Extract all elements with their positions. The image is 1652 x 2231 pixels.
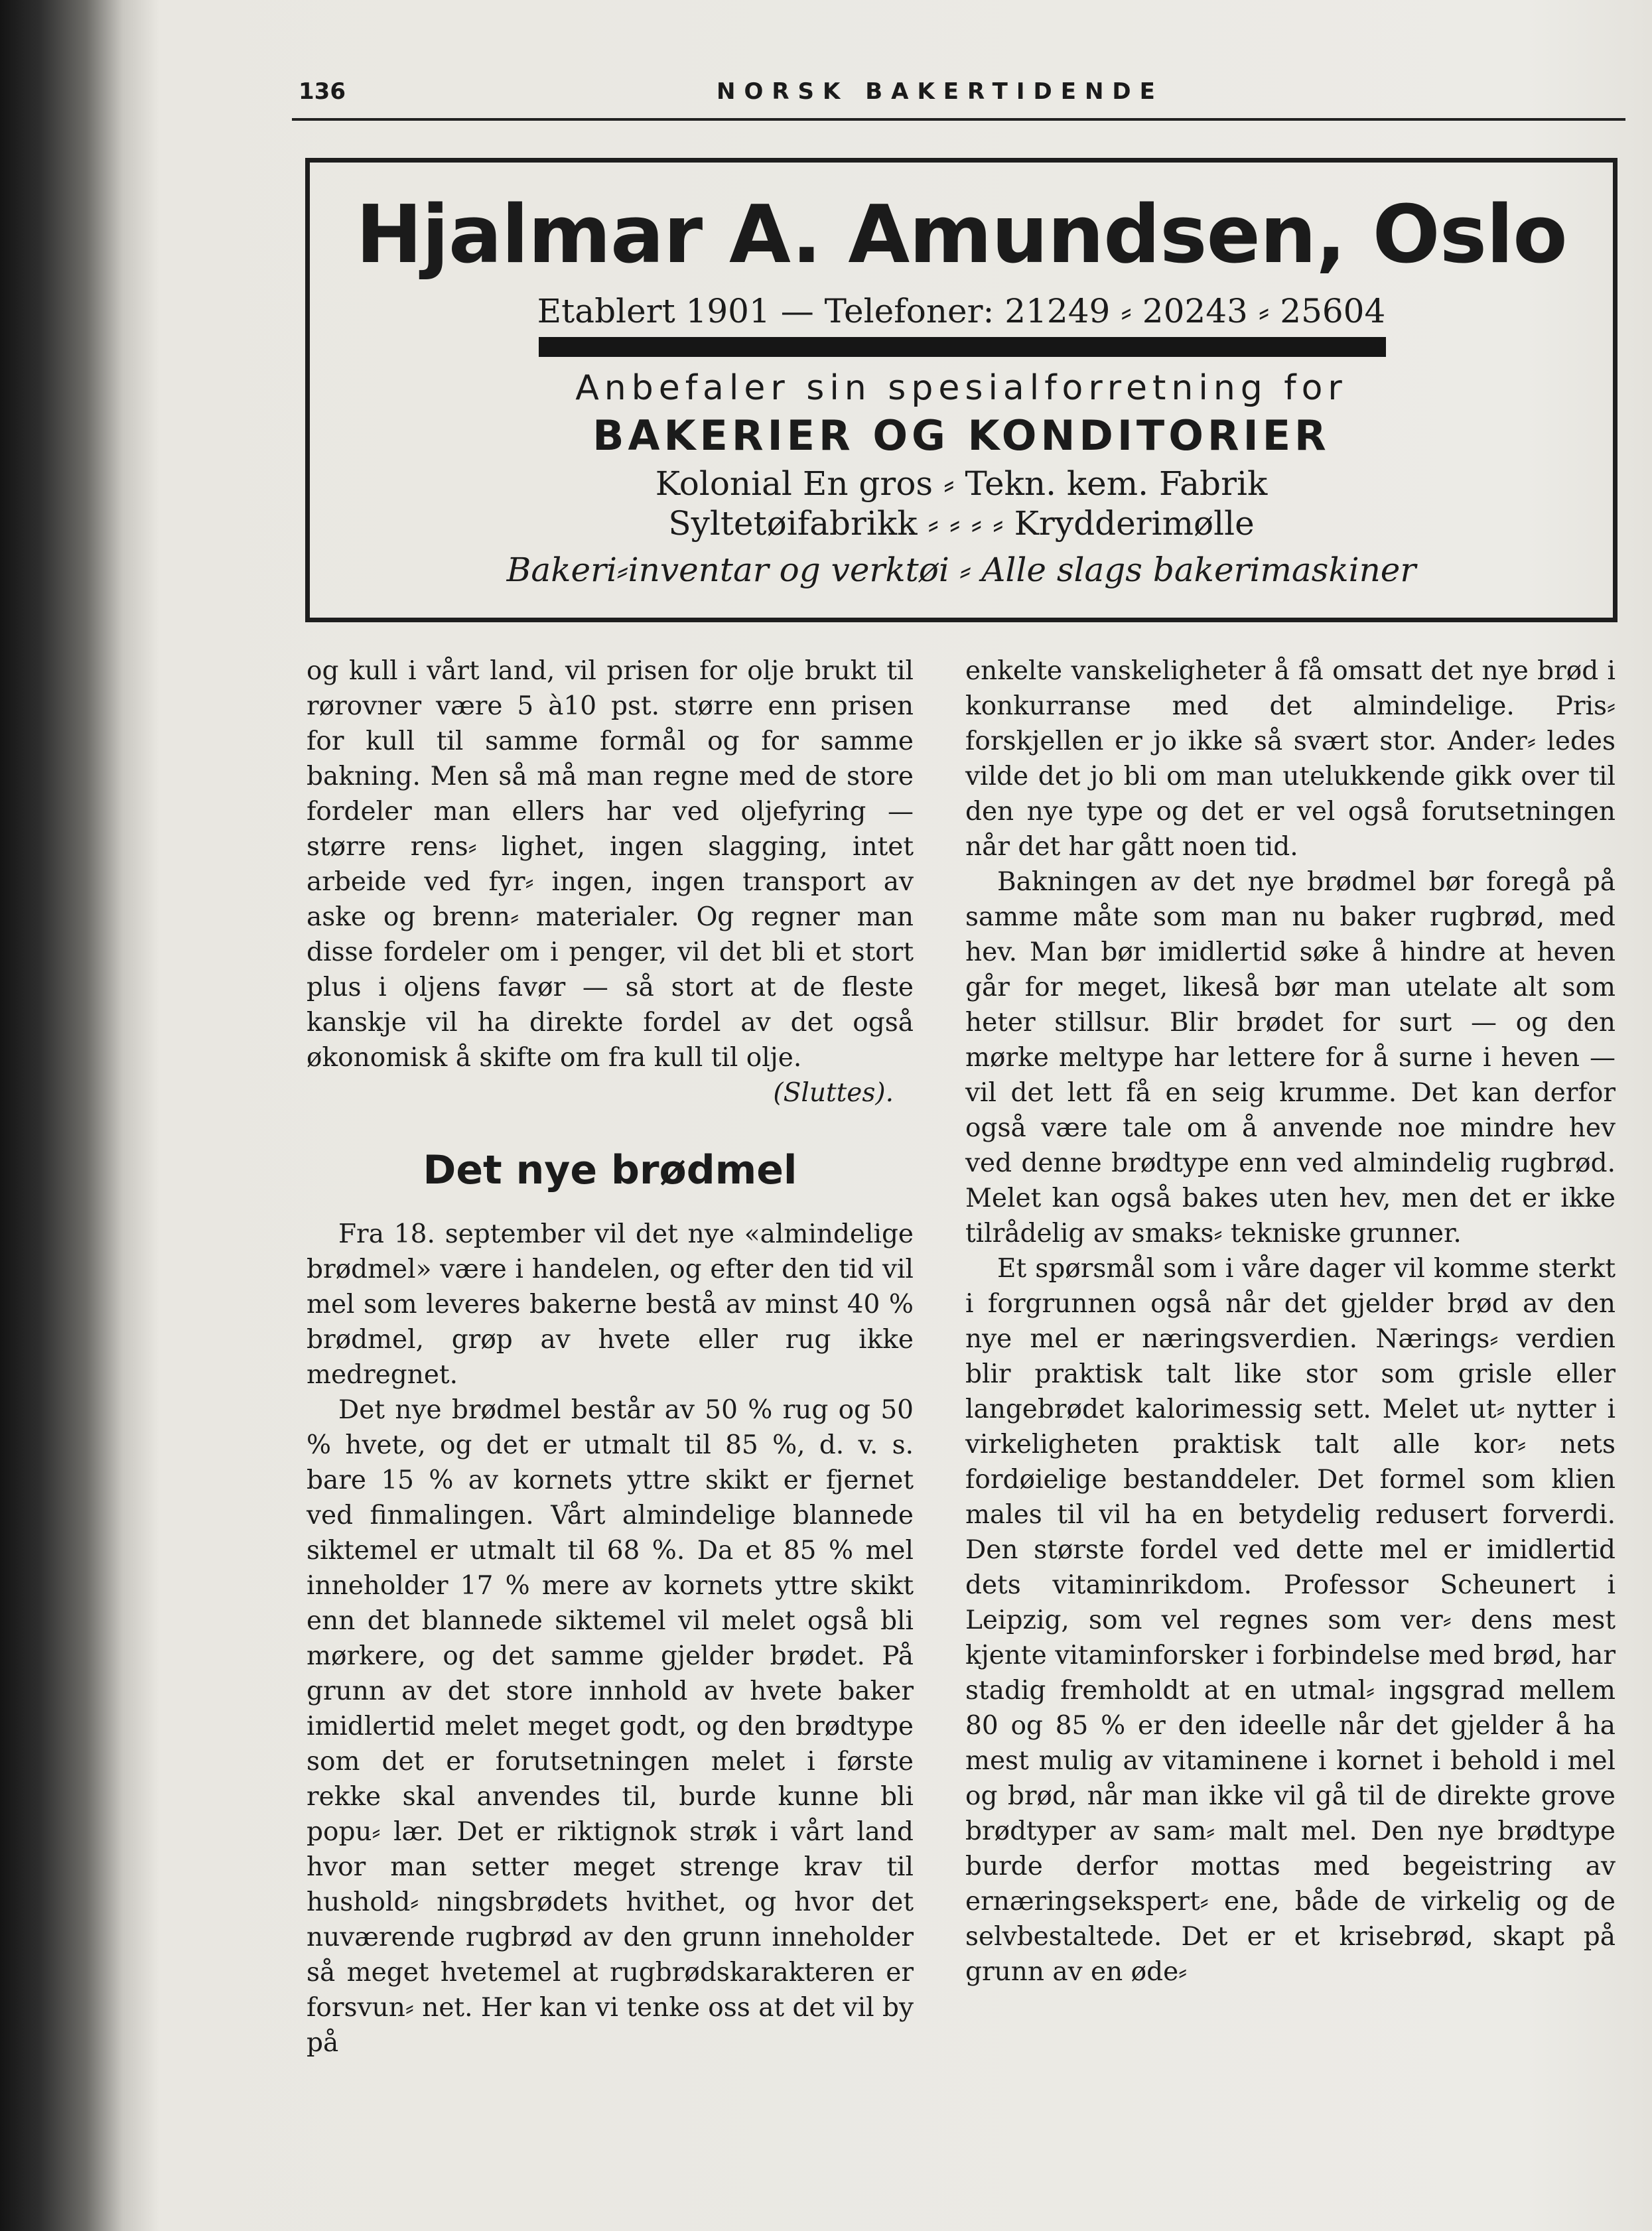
- ad-company-name: Hjalmar A. Amundsen, Oslo: [356, 189, 1567, 281]
- magazine-title: NORSK BAKERTIDENDE: [717, 78, 1164, 105]
- ad-recommends-line: Anbefaler sin spesialforretning for: [575, 368, 1347, 408]
- ad-established-line: Etablert 1901 — Telefoner: 21249 ⸗ 20243 ⸗ 25604: [537, 292, 1386, 330]
- article-heading: Det nye brødmel: [423, 1147, 797, 1193]
- article-paragraph: Det nye brødmel består av 50 % rug og 50 % hvete, og det er utmalt til 85 %, d. v. s. bare 15 % av kornets yttre skikt er fjernet ved finmalingen. Vårt almindelige blannede siktemel er utmalt til 68 %. Da et 85 % mel inneholder 17 % mere av kornets yttre skikt enn det blannede siktemel vil melet også bli mørkere, og det samme gjelder brødet. På grunn av det store innhold av hvete baker imidlertid melet meget godt, og den brødtype som det er forutsetningen melet i første rekke skal anvendes til, burde kunne bli popu⸗ lær. Det er riktignok strøk i vårt land hvor man setter meget strenge krav til hushold⸗ ningsbrødets hvithet, og hvor det nuværende rugbrød av den grunn inneholder så meget hvetemel at rugbrødskarakteren er forsvun⸗ net. Her kan vi tenke oss at det vil by på: [307, 1395, 914, 2058]
- advertisement-box: [305, 158, 1618, 622]
- ad-product-line-2: Syltetøifabrikk ⸗ ⸗ ⸗ ⸗ Krydderimølle: [668, 504, 1255, 543]
- article-paragraph: Fra 18. september vil det nye «almindelige brødmel» være i handelen, og efter den tid vil mel som leveres bakerne bestå av minst 40 % brødmel, grøp av hvete eller rug ikke medregnet.: [307, 1219, 914, 1390]
- article-paragraph: Et spørsmål som i våre dager vil komme sterkt i forgrunnen også når det gjelder brød av den nye mel er næringsverdien. Nærings⸗ verdien blir praktisk talt like stor som grisle eller langebrødet kalorimessig sett. Melet ut⸗ nytter i virkeligheten praktisk talt alle kor⸗ nets fordøielige bestanddeler. Det formel som klien males til vil ha en betydelig redusert forverdi. Den største fordel ved dette mel er imidlertid dets vitaminrikdom. Professor Scheunert i Leipzig, som vel regnes som ver⸗ dens mest kjente vitaminforsker i forbindelse med brød, har stadig fremholdt at en utmal⸗ ingsgrad mellem 80 og 85 % er den ideelle når det gjelder å ha mest mulig av vitaminene i kornet i behold i mel og brød, når man ikke vil gå til de direkte grove brødtyper av sam⸗ malt mel. Den nye brødtype burde derfor mottas med begeistring av ernæringsekspert⸗ ene, både de virkelig og de selvbestaltede. Det er et krisebrød, skapt på grunn av en øde⸗: [965, 1254, 1616, 1987]
- continued-article-text: og kull i vårt land, vil prisen for olje brukt til rørovner være 5 à10 pst. større enn prisen for kull til samme formål og for samme bakning. Men så må man regne med de store fordeler man ellers har ved oljefyring — større rens⸗ lighet, ingen slagging, intet arbeide ved fyr⸗ ingen, ingen transport av aske og brenn⸗ materialer. Og regner man disse fordeler om i penger, vil det bli et stort plus i oljens favør — så stort at de fleste kanskje vil ha direkte fordel av det også økonomisk å skifte om fra kull til olje.: [307, 656, 914, 1073]
- article-paragraph: Bakningen av det nye brødmel bør foregå på samme måte som man nu baker rugbrød, med hev. Man bør imidlertid søke å hindre at heven går for meget, likeså bør man utelate alt som heter stillsur. Blir brødet for surt — og den mørke meltype har lettere for å surne i heven — vil det lett få en seig krumme. Det kan derfor også være tale om å anvende noe mindre hev ved denne brødtype enn ved almindelig rugbrød. Melet kan også bakes uten hev, men det er ikke tilrådelig av smaks⸗ tekniske grunner.: [965, 867, 1616, 1249]
- left-column: [307, 653, 914, 2061]
- page-header: [292, 78, 1625, 121]
- ad-product-line-3: Bakeri⸗inventar og verktøi ⸗ Alle slags bakerimaskiner: [506, 551, 1416, 589]
- ad-specialty: BAKERIER OG KONDITORIER: [592, 411, 1330, 460]
- page-number: 136: [299, 78, 346, 105]
- ad-divider-rule: [539, 337, 1386, 357]
- article-signoff: (Sluttes).: [773, 1078, 894, 1108]
- article-paragraph: enkelte vanskeligheter å få omsatt det nye brød i konkurranse med det almindelige. Pris⸗ forskjellen er jo ikke så svært stor. Ander⸗ ledes vilde det jo bli om man utelukkende gikk over til den nye type og det er vel også forutsetningen når det har gått noen tid.: [965, 656, 1616, 862]
- right-column: [965, 653, 1616, 1990]
- ad-product-line-1: Kolonial En gros ⸗ Tekn. kem. Fabrik: [655, 464, 1268, 503]
